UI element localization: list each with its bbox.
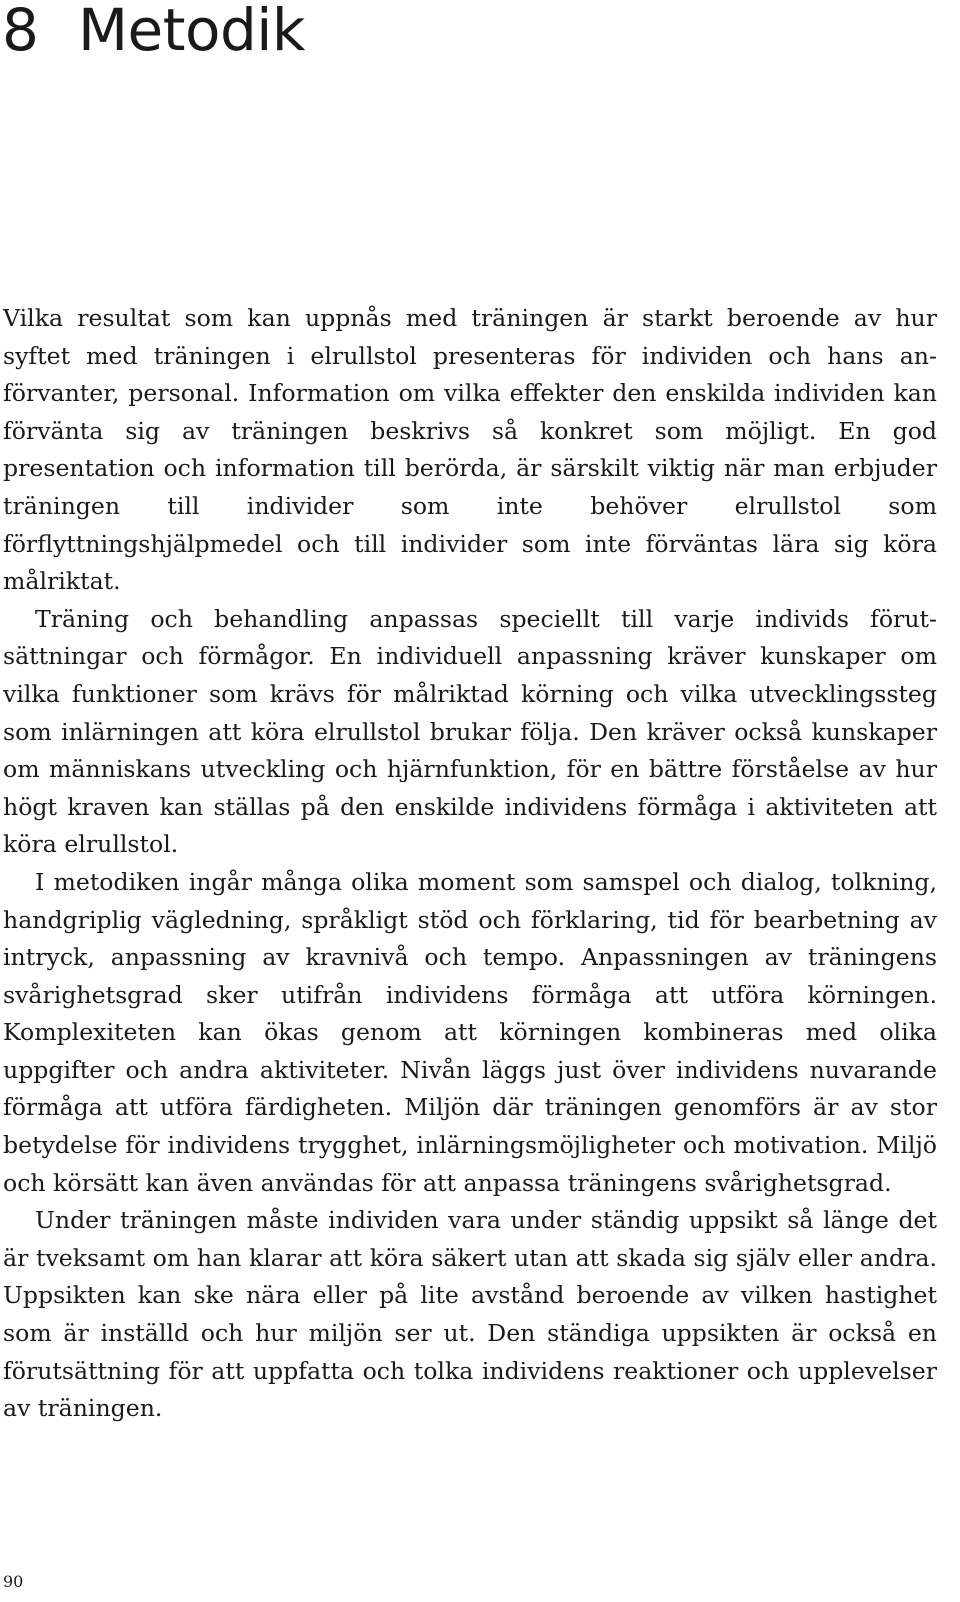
chapter-heading [2, 0, 305, 66]
paragraph-supervision: Under träningen måste individen vara under ständig uppsikt så länge det är tveksamt om han klarar att köra säkert utan att skada sig själv eller andra. Uppsikten kan ske nära eller på lite avstånd beroende av vilken hastighet som är inställd och hur miljön ser ut. Den ständiga uppsikten är också en förutsättning för att uppfatta och tolka individens reaktioner och upplevelser av träningen. [3, 1206, 937, 1423]
page-number: 90 [3, 1572, 24, 1591]
paragraph-intro: Vilka resultat som kan uppnås med träningen är starkt beroende av hur syftet med träningen i elrullstol presenteras för individen och hans anförvanter, personal. Information om vilka effekter den enskilda individen kan förvänta sig av träningen beskrivs så konkret som möjligt. En god presentation och information till berörda, är särskilt viktig när man erbjuder träningen till individer som inte behöver elrullstol som förflyttningshjälpmedel och till individer som inte förväntas lära sig köra målriktat. [3, 304, 937, 596]
chapter-number: 8 [2, 0, 39, 64]
paragraph-method-elements: I metodiken ingår många olika moment som samspel och dialog, tolkning, handgriplig vägledning, språkligt stöd och förklaring, tid för bearbetning av intryck, anpassning av kravnivå och tempo. Anpassningen av träningens svårighetsgrad sker utifrån individens förmåga att utföra körningen. Komplexiteten kan ökas genom att körningen kombineras med olika uppgifter och andra aktiviteter. Nivån läggs just över individens nuvarande förmåga att utföra färdigheten. Miljön där träningen genomförs är av stor betydelse för individens trygghet, inlärningsmöjligheter och motivation. Miljö och körsätt kan även användas för att anpassa träningens svårighetsgrad. [3, 867, 937, 1197]
chapter-title: Metodik [78, 0, 305, 64]
paragraph-adaptation: Träning och behandling anpassas speciellt till varje individs förutsättningar och förmågor. En individuell anpassning kräver kunskaper om vilka funktioner som krävs för målriktad körning och vilka utvecklingssteg som inlärningen att köra elrullstol brukar följa. Den kräver också kunskaper om människans utveckling och hjärnfunktion, för en bättre förståelse av hur högt kraven kan ställas på den enskilde individens förmåga i aktiviteten att köra elrullstol. [3, 604, 937, 859]
body-text [3, 300, 937, 1428]
